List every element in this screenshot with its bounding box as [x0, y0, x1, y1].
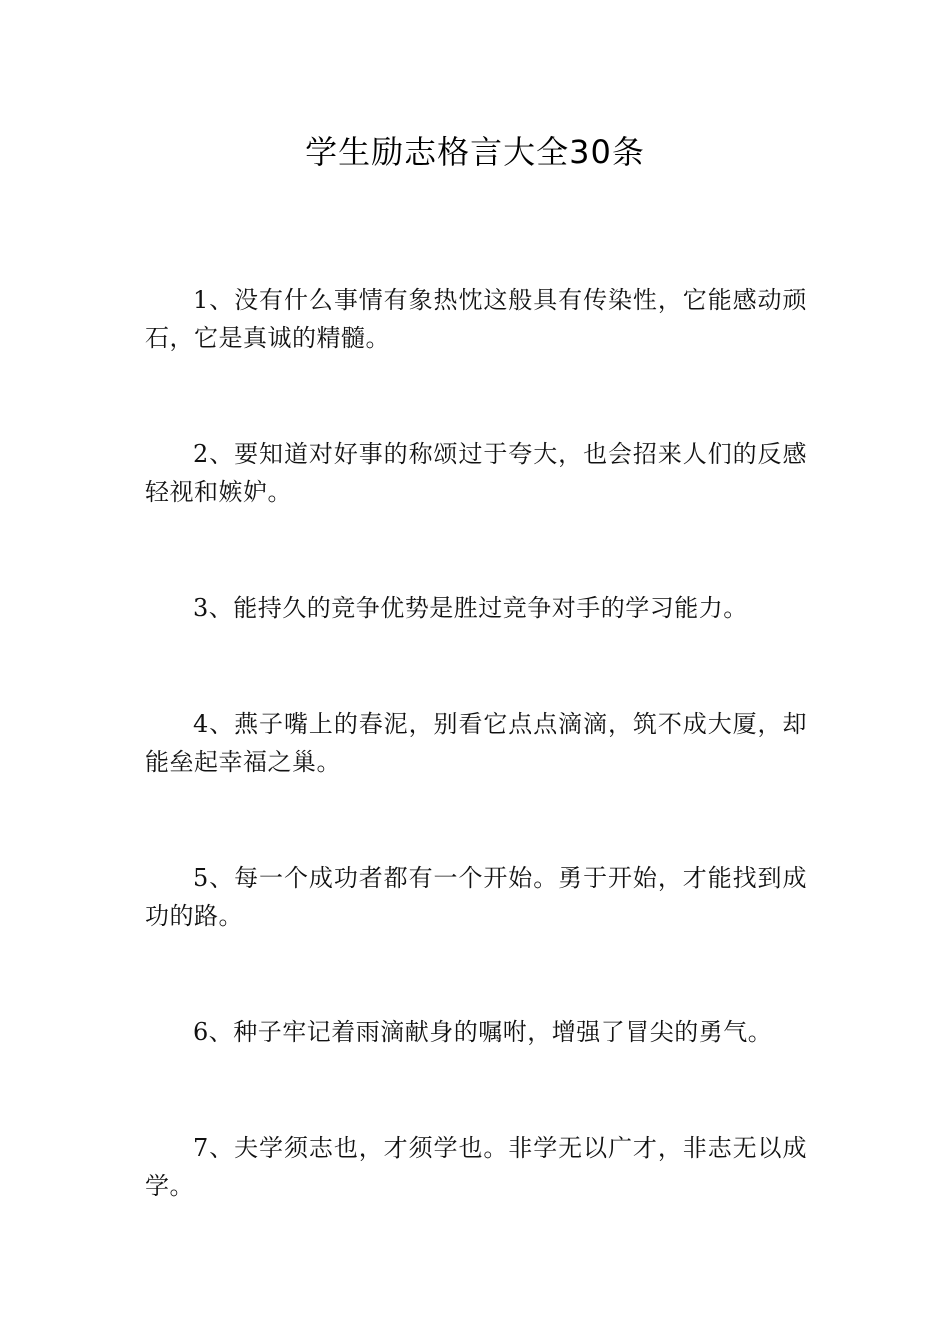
motto-item-4: 4、燕子嘴上的春泥，别看它点点滴滴，筑不成大厦，却能垒起幸福之巢。	[145, 710, 807, 776]
motto-item-5: 5、每一个成功者都有一个开始。勇于开始，才能找到成功的路。	[145, 864, 807, 930]
motto-list	[145, 281, 807, 1283]
motto-item-2: 2、要知道对好事的称颂过于夸大，也会招来人们的反感轻视和嫉妒。	[145, 440, 807, 506]
motto-item-7: 7、夫学须志也，才须学也。非学无以广才，非志无以成学。	[145, 1134, 807, 1200]
motto-item-3: 3、能持久的竞争优势是胜过竞争对手的学习能力。	[193, 594, 748, 622]
motto-item-1: 1、没有什么事情有象热忱这般具有传染性，它能感动顽石，它是真诚的精髓。	[145, 286, 807, 352]
motto-item-6: 6、种子牢记着雨滴献身的嘱咐，增强了冒尖的勇气。	[193, 1018, 773, 1046]
document-title: 学生励志格言大全30条	[305, 133, 645, 171]
